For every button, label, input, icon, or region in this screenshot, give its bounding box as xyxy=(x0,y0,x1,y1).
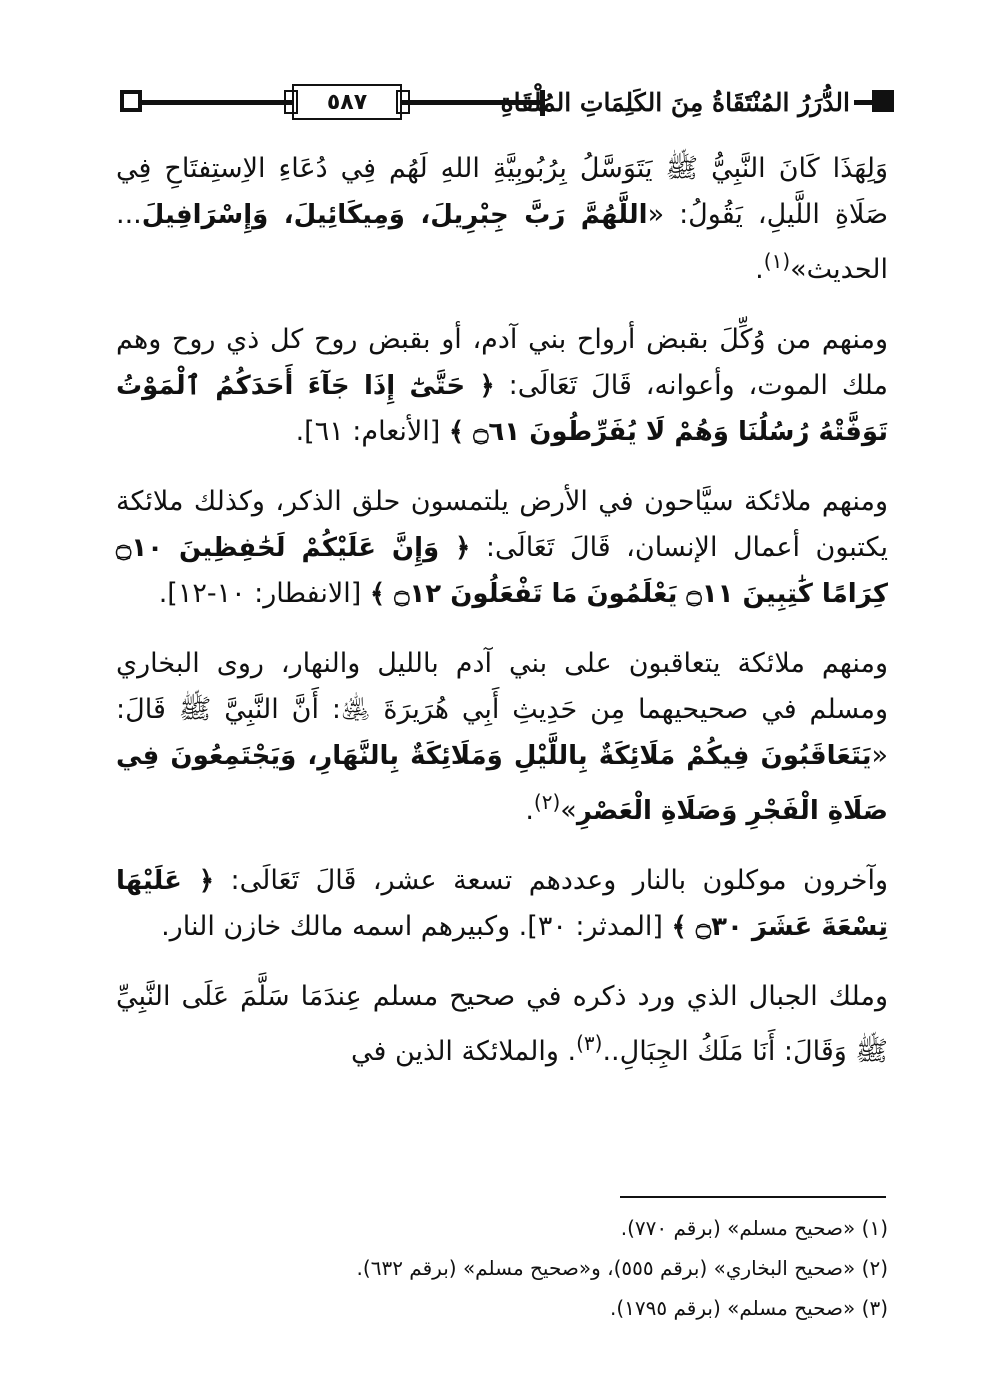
footnote-ref[interactable]: (٣) xyxy=(576,1031,603,1055)
paragraph xyxy=(116,317,888,455)
text-run: وَلِهَذَا كَانَ النَّبِيُّ ﷺ يَتَوَسَّلُ بِرُبُوبِيَّةِ اللهِ لَهُم فِي دُعَاءِ الاِستِفتَاحِ فِي صَلَاةِ اللَّيلِ، يَقُولُ: « xyxy=(116,153,888,230)
running-title: الدُّرَرُ المُنْتَقَاةُ مِنَ الكَلِمَاتِ المُلْقَاةِ xyxy=(500,88,850,117)
quran-verse: ﴿ وَإِنَّ عَلَيْكُمْ لَحَٰفِظِينَ ۝١٠ كِرَامًا كَٰتِبِينَ ۝١١ يَعْلَمُونَ مَا تَفْعَلُونَ ۝١٢ ﴾ xyxy=(116,533,888,609)
text-run: . والملائكة الذين في xyxy=(350,1036,577,1067)
page-number: ٥٨٧ xyxy=(292,84,402,120)
text-run: . xyxy=(525,795,534,826)
hollow-square-ornament xyxy=(120,90,142,112)
text-run: ومنهم ملائكة يتعاقبون على بني آدم بالليل والنهار، روى البخاري ومسلم في صحيحيهما مِن حَدِيثِ أَبِي هُرَيرَةَ ﵁: أَنَّ النَّبِيَّ ﷺ قَالَ: « xyxy=(116,648,888,771)
footnote-separator xyxy=(620,1196,886,1198)
quran-verse: ﴿ حَتَّىٰٓ إِذَا جَآءَ أَحَدَكُمُ ٱلْمَوْتُ تَوَفَّتْهُ رُسُلُنَا وَهُمْ لَا يُفَرِّطُونَ ۝٦١ ﴾ xyxy=(116,371,888,447)
footnote-ref[interactable]: (١) xyxy=(763,249,791,273)
footnote: (٢) «صحيح البخاري» (برقم ٥٥٥)، و«صحيح مسلم» (برقم ٦٣٢). xyxy=(356,1256,888,1280)
page-header xyxy=(112,80,892,126)
paragraph xyxy=(116,974,888,1075)
text-run: [الأنعام: ٦١]. xyxy=(295,416,449,447)
paragraph xyxy=(116,641,888,834)
text-run: » xyxy=(560,795,577,826)
text-run: . xyxy=(755,254,764,285)
paragraph xyxy=(116,146,888,293)
paragraph xyxy=(116,479,888,617)
text-run: وملك الجبال الذي ورد ذكره في صحيح مسلم عِندَمَا سَلَّمَ عَلَى النَّبِيِّ ﷺ وَقَالَ: أَنَا مَلَكُ الجِبَالِ.. xyxy=(116,981,888,1067)
footnotes xyxy=(116,1208,888,1328)
text-run: ومنهم ملائكة سيَّاحون في الأرض يلتمسون حلق الذكر، وكذلك ملائكة يكتبون أعمال الإنسان، قَالَ تَعَالَى: xyxy=(116,486,888,563)
footnote-ref[interactable]: (٢) xyxy=(533,790,561,814)
header-rule-left xyxy=(142,100,292,105)
hadith-quote: يَتَعَاقَبُونَ فِيكُمْ مَلَائِكَةٌ بِاللَّيْلِ وَمَلَائِكَةٌ بِالنَّهَارِ، وَيَجْتَمِعُونَ فِي صَلَاةِ الْفَجْرِ وَصَلَاةِ الْعَصْرِ xyxy=(116,741,888,826)
filled-square-ornament xyxy=(872,90,894,112)
footnote: (٣) «صحيح مسلم» (برقم ١٧٩٥). xyxy=(609,1296,888,1320)
text-run: [المدثر: ٣٠]. وكبيرهم اسمه مالك خازن النار. xyxy=(161,911,672,942)
text-run: ومنهم من وُكِّلَ بقبض أرواح بني آدم، أو بقبض روح كل ذي روح وهم ملك الموت، وأعوانه، قَالَ تَعَالَى: xyxy=(116,324,888,401)
quran-verse: ﴿ عَلَيْهَا تِسْعَةَ عَشَرَ ۝٣٠ ﴾ xyxy=(116,866,888,942)
text-run: [الانفطار: ١٠-١٢]. xyxy=(158,578,370,609)
footnote: (١) «صحيح مسلم» (برقم ٧٧٠). xyxy=(620,1216,888,1240)
hadith-quote: اللَّهُمَّ رَبَّ جِبْرِيلَ، وَمِيكَائِيلَ، وَإِسْرَافِيلَ xyxy=(141,200,648,230)
paragraph xyxy=(116,858,888,950)
text-run: وآخرون موكلون بالنار وعددهم تسعة عشر، قَالَ تَعَالَى: xyxy=(214,865,888,896)
text-run: ... الحديث» xyxy=(116,199,888,285)
main-text xyxy=(116,146,888,1099)
